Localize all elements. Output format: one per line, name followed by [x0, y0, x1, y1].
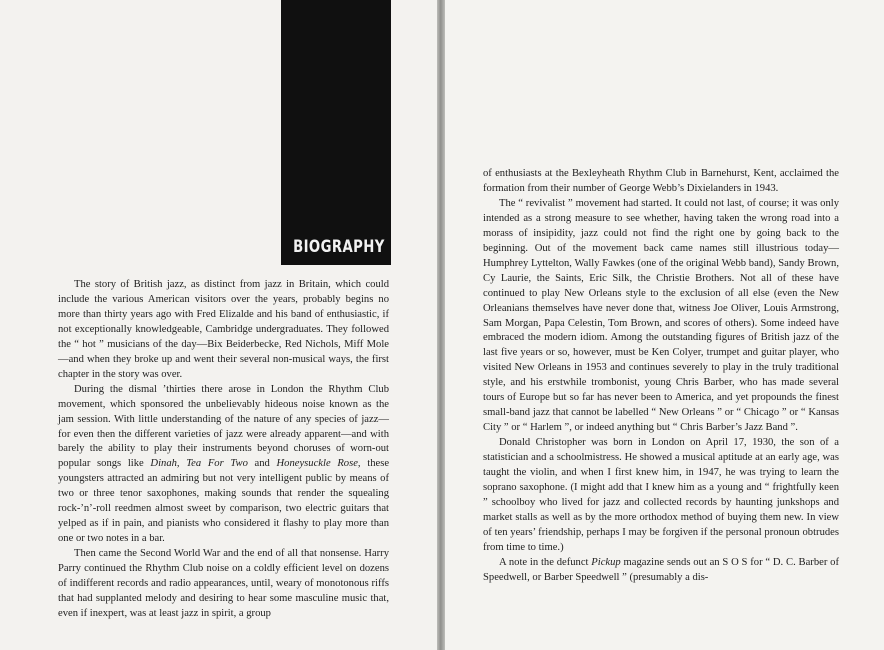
right-page [445, 0, 884, 650]
text-run: A note in the defunct [499, 556, 592, 568]
text-run: these youngsters attracted an admiring but not very intelligent public by means of two or three tenor saxophones, making sounds that render the squealing rock-’n’-roll reedmen almost sweet by comparison, two electric guitars that yelped as if in pain, and pianists who considered it flashy to play more than one or two notes in a bar. [58, 458, 390, 545]
book-gutter [437, 0, 445, 650]
left-page-text [58, 278, 389, 622]
paragraph [483, 436, 839, 556]
paragraph [483, 197, 839, 436]
text-run: Then came the Second World War and the end of all that nonsense. Harry Parry continued the Rhythm Club noise on a coldly efficient level on dozens of indifferent records and radio appearances, until, weary of monotonous riffs that had supplanted melody and desiring to hear some masculine music that, even if inexpert, was at least jazz in spirit, a group [58, 548, 389, 619]
paragraph [58, 547, 389, 622]
title-block [281, 0, 391, 265]
text-run: The “ revivalist ” movement had started. It could not last, of course; it was only intended as a strong measure to see whether, having taken the wrong road into a morass of insipidity, jazz could not find the right one by going back to the beginning. Out of the movement back came names still illustrious today—Humphrey Lyttelton, Wally Fawkes (one of the original Webb band), Sandy Brown, Cy Laurie, the Saints, Eric Silk, the Christie Brothers. Not all of these have continued to play New Orleans style to the exclusion of all else (even the New Orleanians themselves have never done that, witness Joe Oliver, Louis Armstrong, Sam Morgan, Papa Celestin, Tom Brown, and scores of others). Some indeed have embraced the modern idiom. Among the outstanding figures of British jazz of the last five years or so, however, must be Ken Colyer, trumpet and guitar player, who visited New Orleans in 1953 and continues severely to play in the truly traditional style, and his erstwhile trombonist, young Chris Barber, who has made several tours of Europe but so far has never been to America, and yet propounds the finest small-band jazz that cannot be labelled “ New Orleans ” or “ Chicago ” or “ Kansas City ” or “ Harlem ”, or indeed anything but “ Chris Barber’s Jazz Band ”. [483, 197, 839, 434]
paragraph [483, 556, 839, 586]
right-page-text [483, 167, 839, 586]
page-title: BIOGRAPHY [293, 237, 385, 257]
paragraph [58, 278, 389, 383]
italic-title: Honeysuckle Rose, [276, 458, 361, 470]
italic-title: Pickup [591, 556, 621, 568]
italic-title: Dinah, Tea For Two [150, 458, 248, 470]
text-run: The story of British jazz, as distinct from jazz in Britain, which could include the various American visitors over the years, probably begins no more than thirty years ago with Fred Elizalde and his band of enthusiastic, if not exceptionally knowledgeable, Cambridge undergraduates. They followed the “ hot ” musicians of the day—Bix Beiderbecke, Red Nichols, Miff Mole—and when they broke up and went their several non-musical ways, the first chapter in the story was over. [58, 279, 389, 380]
text-run: magazine sends out an S O S for “ D. C. Barber of Speedwell, or Barber Speedwell ” (presumably a dis- [483, 556, 839, 583]
left-page [0, 0, 437, 650]
paragraph [483, 167, 839, 197]
text-run: During the dismal ’thirties there arose in London the Rhythm Club movement, which sponsored the unbelievably hideous noise known as the jam session. With little understanding of the nature of any species of jazz—for even then the different varieties of jazz were already apparent—and with barely the ability to play their instruments beyond choruses of worn-out popular songs like [58, 383, 389, 470]
text-run: and [247, 458, 277, 470]
text-run: of enthusiasts at the Bexleyheath Rhythm Club in Barnehurst, Kent, acclaimed the formation from their number of George Webb’s Dixielanders in 1943. [483, 168, 839, 194]
text-run: Donald Christopher was born in London on April 17, 1930, the son of a statistician and a schoolmistress. He showed a musical aptitude at an early age, was taught the violin, and when I first knew him, in 1947, he was trying to learn the soprano saxophone. (I might add that I knew him as a young and “ frightfully keen ” schoolboy who lived for jazz and collected records by haunting junkshops and market stalls as well as by the more orthodox method of buying them new. In view of ten years’ friendship, perhaps I may be forgiven if the personal pronoun obtrudes from time to time.) [483, 437, 839, 553]
paragraph [58, 383, 389, 547]
